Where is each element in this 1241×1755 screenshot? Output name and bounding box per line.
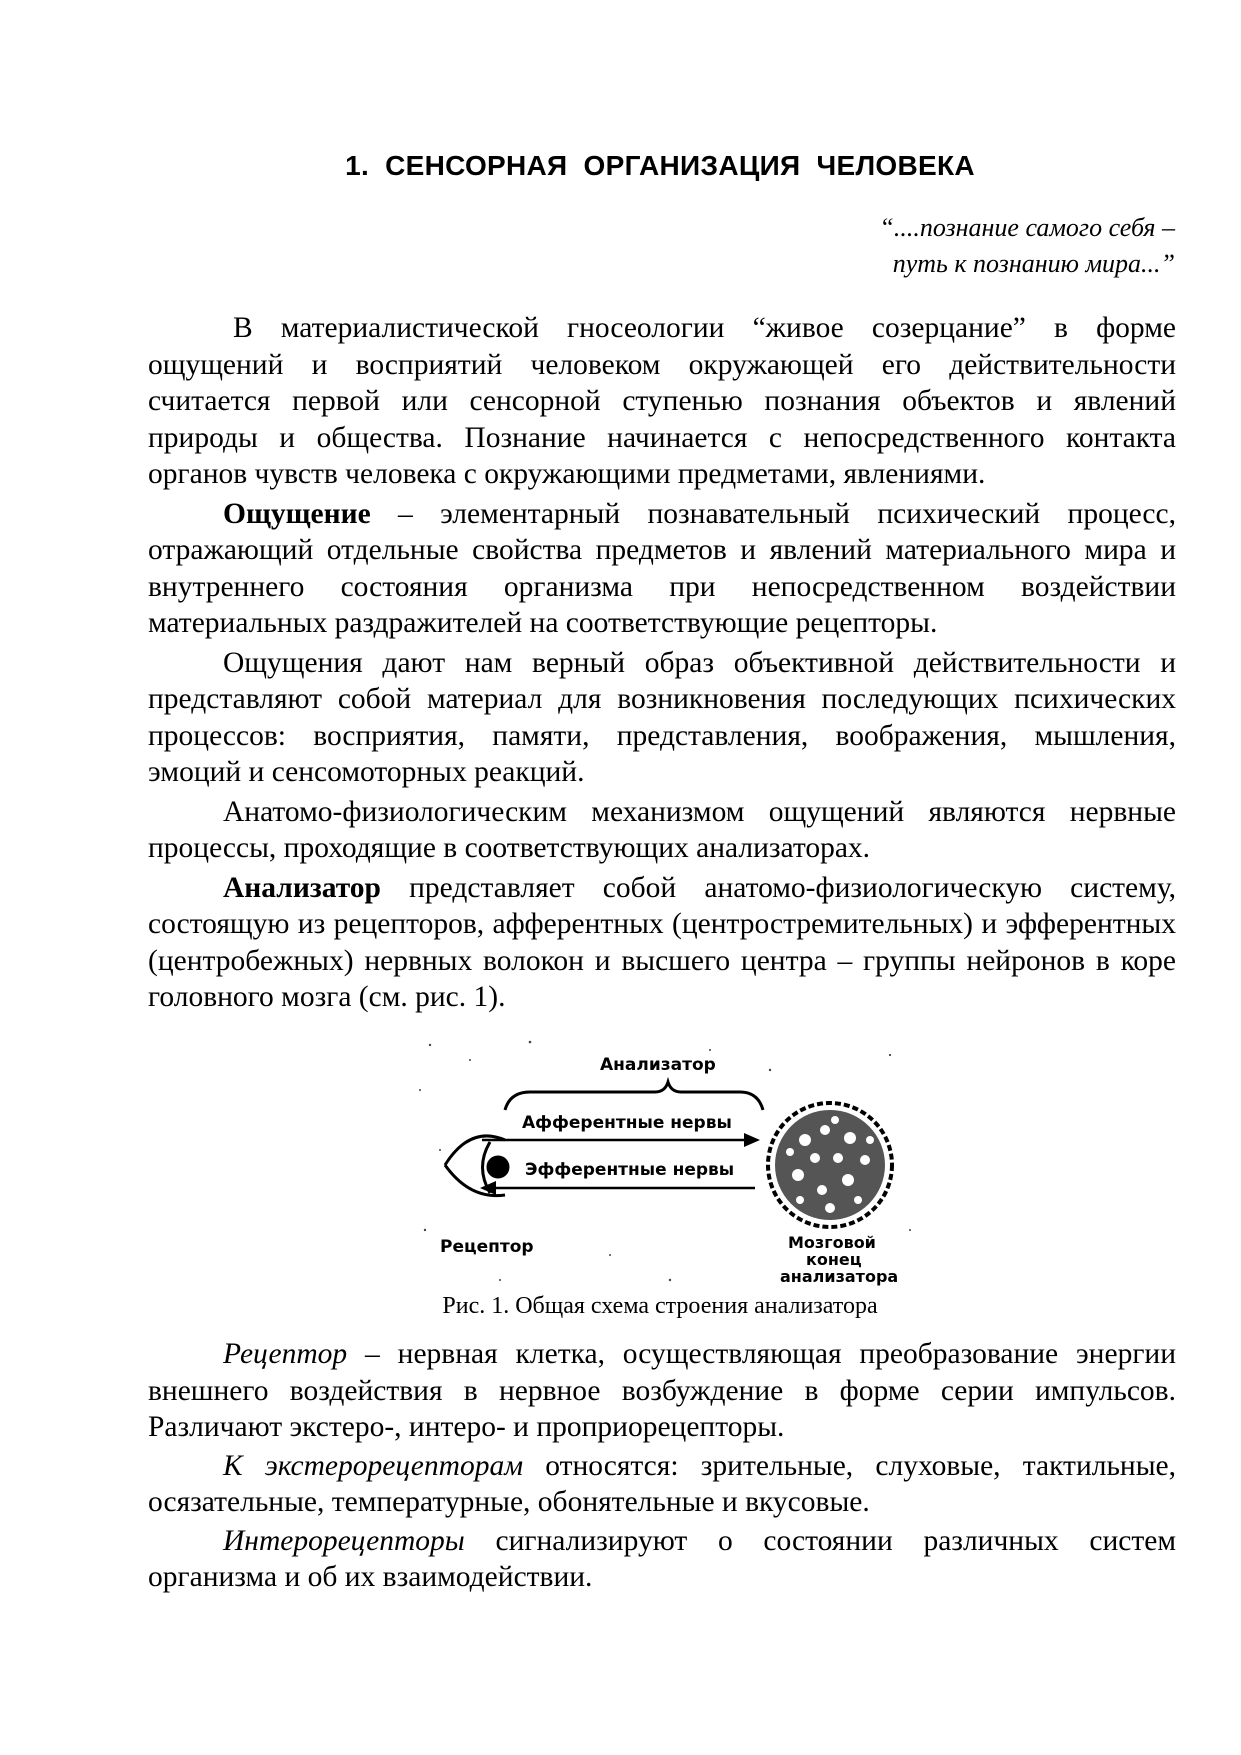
body-text-2 xyxy=(148,1336,1176,1596)
analyzer-label: Анализатор xyxy=(600,1055,716,1075)
paragraph-1: В материалистической гносеологии “живое созерцание” в форме ощущений и восприятий человеком окружающей его действительности считается первой или сенсорной ступенью познания объектов и явлений природы и общества. Познание начинается с непосредственного контакта органов чувств человека с окружающими предметами, явлениями. xyxy=(148,312,1176,490)
afferent-arrow-head xyxy=(744,1133,760,1147)
body-text xyxy=(148,310,1176,1016)
paragraph-5-text: представляет собой анатомо-физиологическую систему, состоящую из рецепторов, афферентных (центростремительных) и эфферентных (центробежных) нервных волокон и высшего центра – группы нейронов в коре головного мозга (см. рис. 1). xyxy=(148,871,1176,1013)
eye-icon xyxy=(445,1136,508,1196)
term-receptor: Рецептор xyxy=(223,1338,348,1370)
receptor-label: Рецептор xyxy=(440,1237,534,1257)
term-sensation: Ощущение xyxy=(223,497,371,530)
paragraph-6-text: – нервная клетка, осуществляющая преобразование энергии внешнего воздействия в нервное возбуждение в форме серии импульсов. Различают экстеро-, интеро- и проприорецепторы. xyxy=(148,1338,1176,1443)
paragraph-2-text: – элементарный познавательный психический процесс, отражающий отдельные свойства предметов и явлений материального мира и внутреннего состояния организма при непосредственном воздействии материальных раздражителей на соответствующие рецепторы. xyxy=(148,497,1176,639)
paragraph-2 xyxy=(148,496,1176,642)
paragraph-3: Ощущения дают нам верный образ объективной действительности и представляют собой материал для возникновения последующих психических процессов: восприятия, памяти, представления, воображения, мышления, эмоций и сенсомоторных реакций. xyxy=(148,646,1176,788)
brain-label-2: конец xyxy=(806,1250,862,1269)
epigraph-line-1: “....познание самого себя – xyxy=(879,213,1175,242)
paragraph-5 xyxy=(148,870,1176,1016)
paragraph-8-text: сигнализируют о состоянии различных систем организма и об их взаимодействии. xyxy=(148,1524,1176,1593)
brain-icon xyxy=(768,1103,892,1227)
paragraph-4: Анатомо-физиологическим механизмом ощущений являются нервные процессы, проходящие в соответствующих анализаторах. xyxy=(148,795,1176,864)
figure-caption: Рис. 1. Общая схема строения анализатора xyxy=(442,1293,878,1319)
epigraph xyxy=(879,210,1175,282)
paragraph-7-text: относятся: зрительные, слуховые, тактильные, осязательные, температурные, обонятельные и вкусовые. xyxy=(148,1449,1176,1518)
epigraph-line-2: путь к познанию мира...” xyxy=(892,249,1175,278)
brain-label-3: анализатора xyxy=(780,1267,899,1286)
paragraph-8 xyxy=(148,1523,1176,1596)
term-analyzer: Анализатор xyxy=(223,871,381,904)
paragraph-7 xyxy=(148,1448,1176,1521)
afferent-label: Афферентные нервы xyxy=(522,1113,732,1133)
term-interoceptors: Интерорецепторы xyxy=(223,1524,465,1557)
efferent-label: Эфферентные нервы xyxy=(525,1160,735,1180)
page-title: 1. СЕНСОРНАЯ ОРГАНИЗАЦИЯ ЧЕЛОВЕКА xyxy=(345,150,975,181)
analyzer-diagram xyxy=(410,1030,930,1290)
term-exteroceptors: К экстерорецепторам xyxy=(223,1449,524,1482)
brain-label-1: Мозговой xyxy=(788,1233,876,1252)
paragraph-6 xyxy=(148,1336,1176,1446)
analyzer-bracket xyxy=(505,1082,763,1110)
